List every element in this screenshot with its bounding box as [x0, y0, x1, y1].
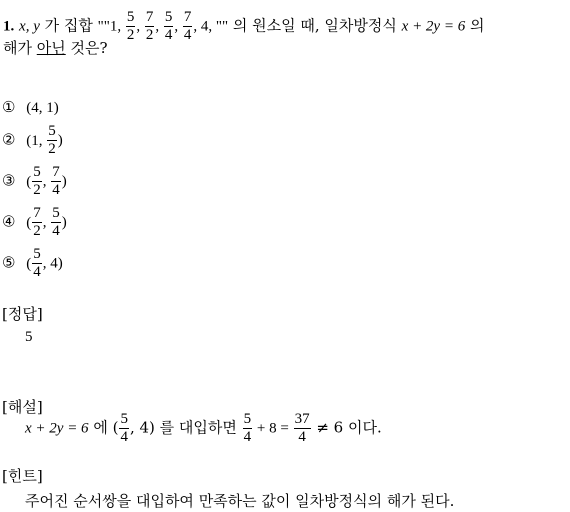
question-text-1: 가 집합 [39, 16, 98, 35]
set-fraction-2: $\frac{7}{2}$ [145, 9, 154, 43]
hint-text: 주어진 순서쌍을 대입하여 만족하는 값이 일차방정식의 해가 된다. [25, 492, 455, 510]
explanation-text-4: ≠ 6 이다. [311, 418, 382, 437]
option-3: ③ ( $\frac{5}{2}$ , $\frac{7}{4}$ ) [2, 164, 67, 198]
option-marker: ④ [2, 212, 16, 231]
explanation-fraction-1: $\frac{5}{4}$ [120, 411, 128, 445]
option-marker: ② [2, 130, 16, 149]
set-open: ""1, [97, 18, 125, 35]
option-value: (4, 1) [26, 100, 59, 116]
option-value-post: , 4) [42, 255, 63, 272]
explanation-line [25, 412, 382, 445]
option-fraction-1: $\frac{7}{2}$ [33, 205, 41, 239]
option-value-pre: (1, [26, 132, 47, 149]
question-line2-post: 것은? [65, 39, 108, 57]
set-fraction-4: $\frac{7}{4}$ [183, 9, 192, 43]
set-fraction-1: $\frac{5}{2}$ [126, 9, 135, 43]
question-text-2: 의 원소일 때, 일차방정식 [228, 16, 402, 35]
option-marker: ③ [2, 171, 16, 190]
question-equation: x + 2y = 6 [401, 18, 466, 35]
explanation-text-3: + 8 = [253, 420, 293, 437]
option-marker: ⑤ [2, 253, 16, 272]
option-value-pre: ( [26, 173, 32, 190]
question-text-3: 의 [465, 16, 485, 35]
answer-label: [정답] [2, 305, 43, 323]
set-fraction-3: $\frac{5}{4}$ [164, 9, 173, 43]
option-value-post: ) [61, 173, 67, 190]
option-fraction-2: $\frac{7}{4}$ [52, 164, 60, 198]
answer-value: 5 [25, 329, 33, 345]
option-5 [2, 247, 63, 280]
question-underlined-word: 아닌 [36, 39, 66, 57]
explanation-text-2: , 4) 를 대입하면 [129, 418, 242, 437]
set-tail: 4, "" [200, 18, 229, 35]
explanation-text-1: 에 ( [88, 418, 119, 437]
question-line-2 [3, 37, 108, 58]
question-line-1: 1. x, y 가 집합 ""1, $\frac{5}{2}$ , $\frac{7}{2}$ , $\frac{5}{4}$ , $\frac{7}{4}$ , 4, "" 의 원소일 때, 일차방정식 x + 2y = 6 의 [3, 9, 485, 43]
option-fraction-2: $\frac{5}{4}$ [52, 205, 60, 239]
option-fraction-1: $\frac{5}{2}$ [33, 164, 41, 198]
option-value-pre: ( [26, 255, 32, 272]
option-fraction: $\frac{5}{4}$ [33, 246, 41, 280]
option-1 [2, 98, 59, 117]
explanation-fraction-3: $\frac{37}{4}$ [294, 411, 310, 445]
option-value-post: ) [61, 214, 67, 231]
option-value-post: ) [57, 132, 63, 149]
explanation-label: [해설] [2, 398, 43, 416]
question-line2-pre: 해가 [3, 39, 37, 57]
explanation-fraction-2: $\frac{5}{4}$ [243, 411, 252, 445]
option-fraction: $\frac{5}{2}$ [48, 123, 56, 157]
question-number: 1. [3, 18, 15, 35]
question-vars: x, y [19, 18, 40, 35]
option-value-pre: ( [26, 214, 32, 231]
option-4: ④ ( $\frac{7}{2}$ , $\frac{5}{4}$ ) [2, 205, 67, 239]
explanation-equation: x + 2y = 6 [25, 420, 89, 437]
option-marker: ① [2, 98, 16, 116]
hint-label: [힌트] [2, 467, 43, 485]
option-2 [2, 124, 63, 157]
